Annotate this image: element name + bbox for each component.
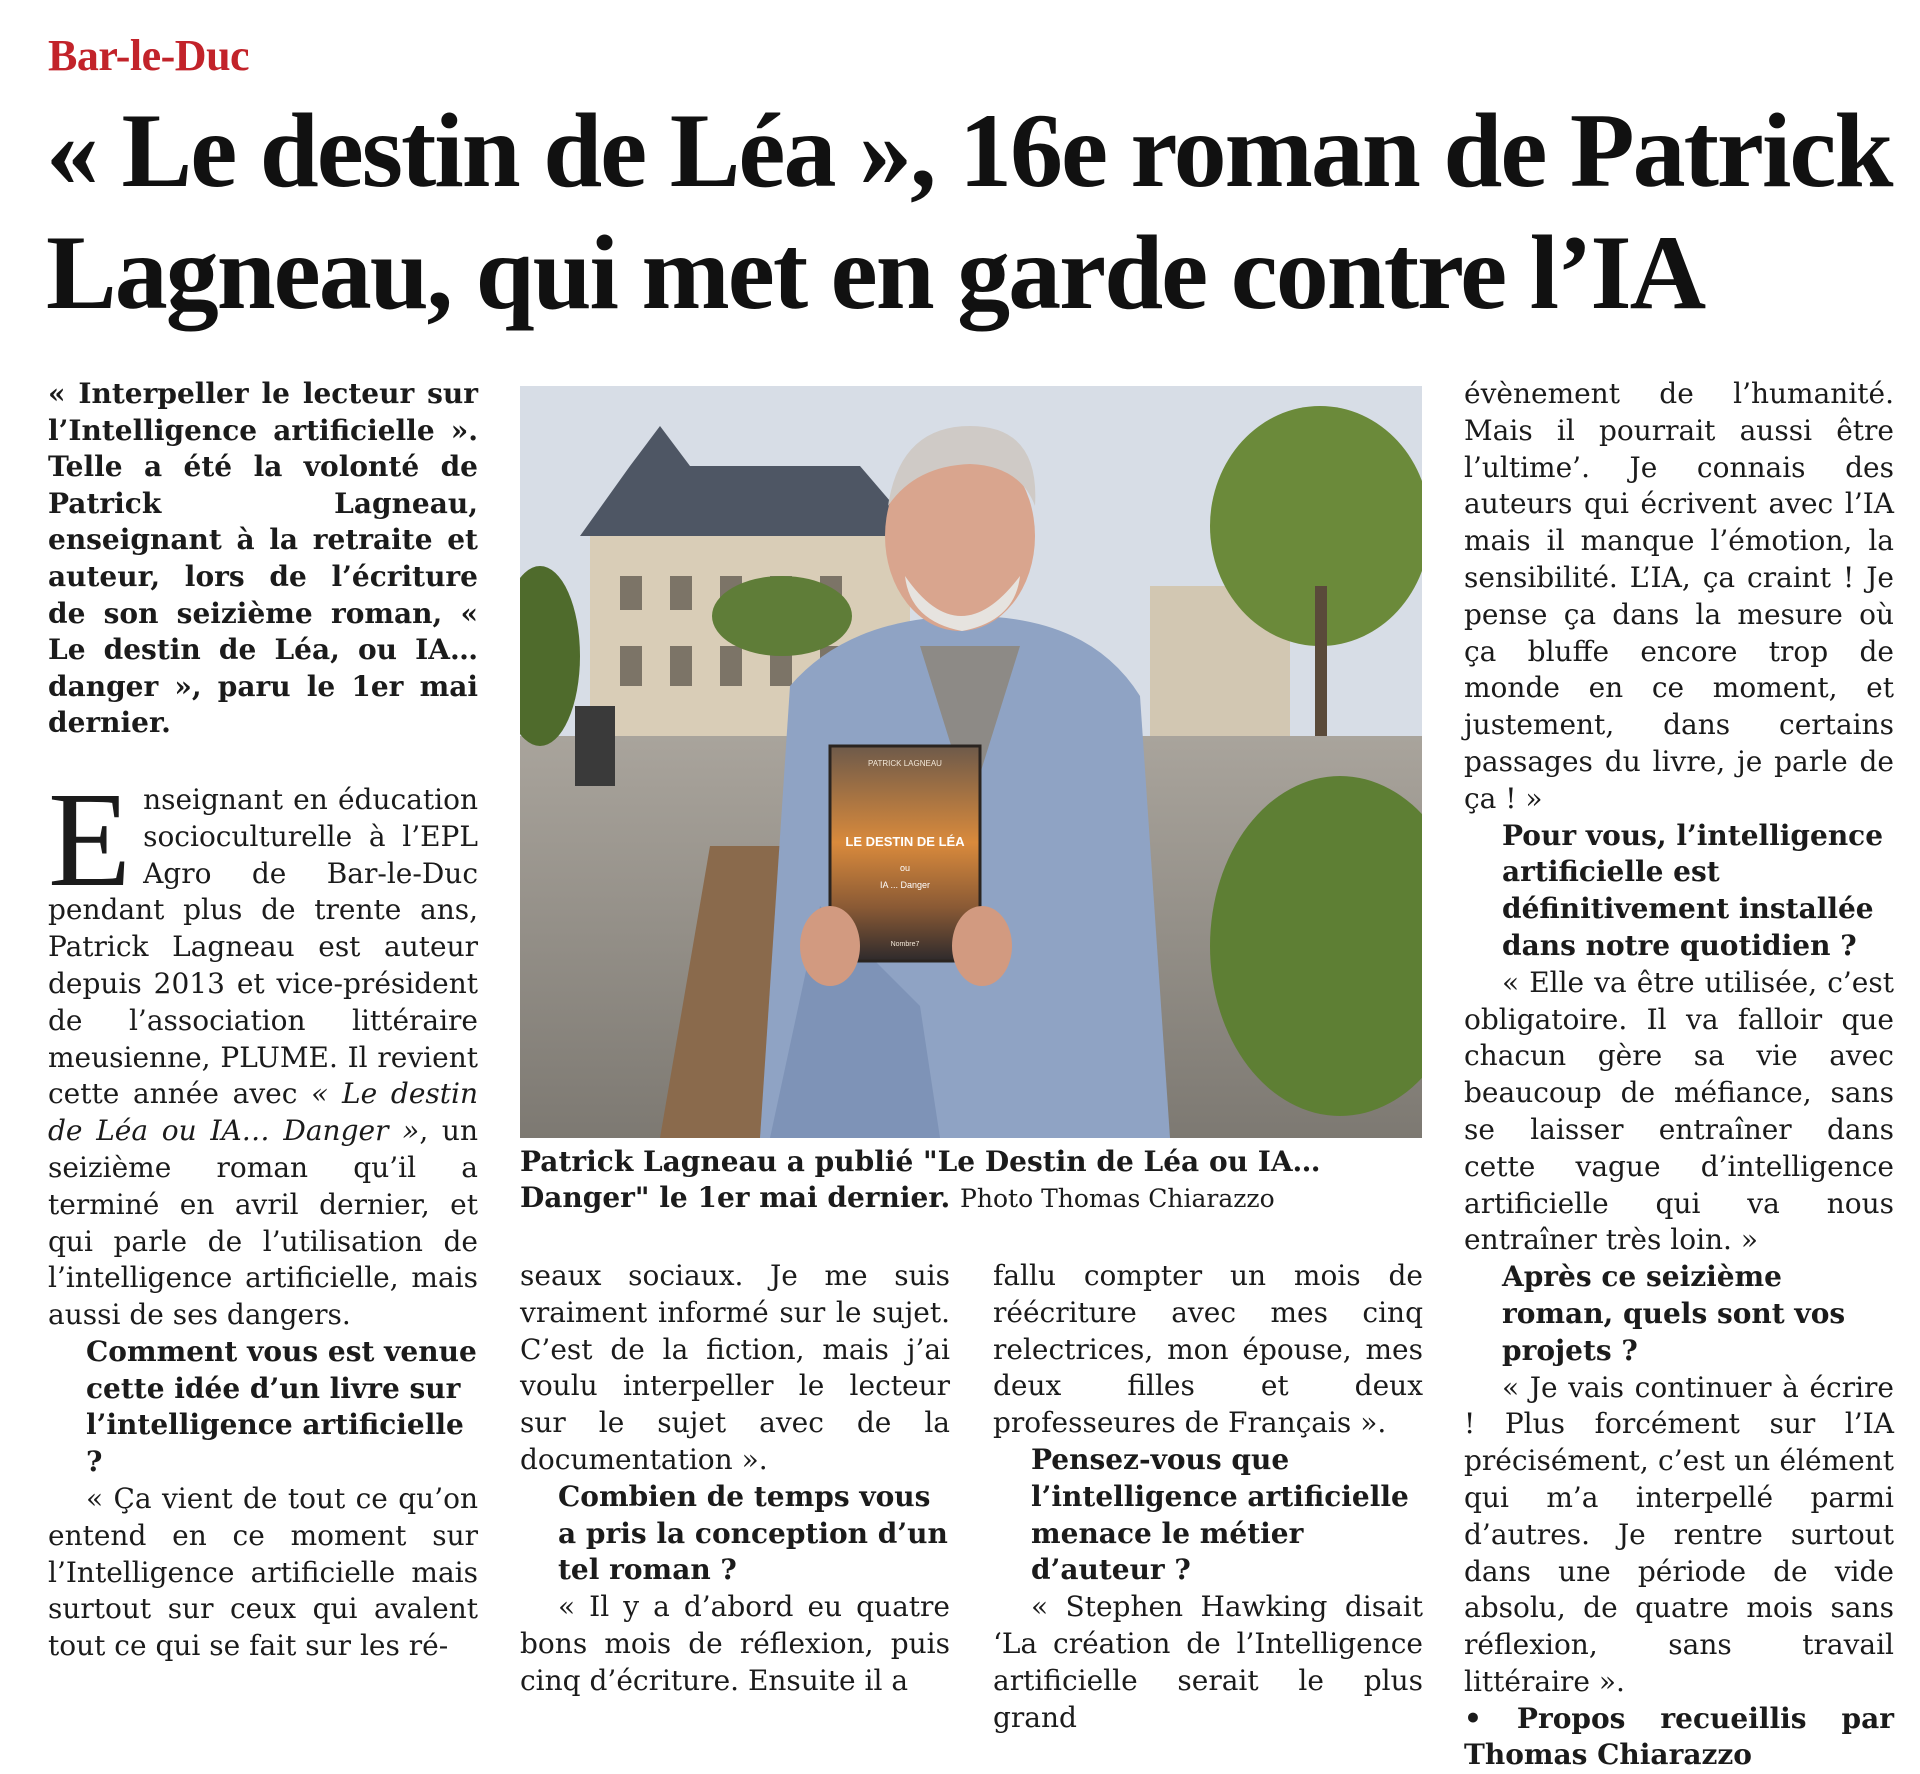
answer-4: « Elle va être utilisée, c’est obligatoire. Il va falloir que chacun gère sa vie avec beaucoup de méfiance, sans se laisser entraîner dans cette vague d’intelligence artificielle qui va nous entraîner très loin. » <box>1464 965 1894 1257</box>
article-column-2 <box>520 1258 950 1700</box>
question-4: Pour vous, l’intelligence artificielle est définitivement installée dans notre quotidien ? <box>1502 818 1884 962</box>
book-subtitle-text: IA ... Danger <box>879 880 931 890</box>
article-column-4 <box>1464 376 1894 1774</box>
intro-text-before: nseignant en éducation socioculturelle à l’EPL Agro de Bar-le-Duc pendant plus de trente ans, Patrick Lagneau est auteur depuis 2013 et vice-président de l’association littéraire meusienne, PLUME. Il revient cette année avec <box>48 782 478 1111</box>
headline-line-1: « Le destin de Léa », 16e roman de Patrick <box>46 92 1892 209</box>
photo-illustration <box>520 386 1422 1138</box>
tree-trunk <box>1315 586 1327 736</box>
book-publisher-text: Nombre7 <box>890 941 920 948</box>
answer-1-part-2: seaux sociaux. Je me suis vraiment informé sur le sujet. C’est de la fiction, mais j’ai voulu interpeller le lecteur sur le sujet avec de la documentation ». <box>520 1259 950 1476</box>
palm-tree <box>712 576 852 656</box>
book-author-text: PATRICK LAGNEAU <box>868 759 942 768</box>
book-title-mention: « Le destin de Léa ou IA… Danger » <box>48 1077 478 1148</box>
photo-caption-text: Patrick Lagneau a publié "Le Destin de Léa ou IA… Danger" le 1er mai dernier. <box>520 1145 1321 1214</box>
right-hand <box>952 906 1012 986</box>
book-ou-text: ou <box>899 863 911 873</box>
interview-credit: • Propos recueillis par Thomas Chiarazzo <box>1464 1701 1894 1772</box>
question-1: Comment vous est venue cette idée d’un livre sur l’intelligence artificielle ? <box>86 1334 477 1479</box>
question-3: Pensez-vous que l’intelligence artificielle menace le métier d’auteur ? <box>1031 1442 1409 1587</box>
question-5: Après ce seizième roman, quels sont vos projets ? <box>1502 1260 1846 1367</box>
answer-2-part-1: « Il y a d’abord eu quatre bons mois de réflexion, puis cinq d’écriture. Ensuite il a <box>520 1590 950 1697</box>
answer-1-part-1: « Ça vient de tout ce qu’on entend en ce moment sur l’Intelligence artificielle mais surtout sur ceux qui avalent tout ce qui se fait sur les ré- <box>48 1482 478 1663</box>
section-kicker: Bar-le-Duc <box>48 31 250 80</box>
intro-text-after: , un seizième roman qu’il a terminé en avril dernier, et qui parle de l’utilisation de l’intelligence artificielle, mais aussi de ses dangers. <box>48 1114 478 1332</box>
answer-5: « Je vais continuer à écrire ! Plus forcément sur l’IA précisément, c’est un élément qui m’a interpellé parmi d’autres. Je rentre surtout dans une période de vide absolu, de quatre mois sans réflexion, sans travail littéraire ». <box>1464 1370 1894 1698</box>
trash-bin <box>575 706 615 786</box>
answer-2-part-2: fallu compter un mois de réécriture avec mes cinq relectrices, mon épouse, mes deux filles et deux professeures de Français ». <box>993 1259 1423 1440</box>
question-2: Combien de temps vous a pris la conception d’un tel roman ? <box>558 1479 948 1587</box>
answer-3-part-1: « Stephen Hawking disait ‘La création de l’Intelligence artificielle serait le plus grand <box>993 1590 1423 1734</box>
headline-line-2: Lagneau, qui met en garde contre l’IA <box>46 214 1705 331</box>
photo-caption <box>520 1144 1430 1217</box>
headline <box>46 90 1896 334</box>
drop-cap: E <box>48 764 132 915</box>
article-column-3 <box>993 1258 1423 1736</box>
article-photo <box>520 386 1422 1138</box>
photo-credit: Photo Thomas Chiarazzo <box>960 1184 1275 1213</box>
intro-paragraph <box>48 764 478 1334</box>
left-hand <box>800 906 860 986</box>
book-title-text: LE DESTIN DE LÉA <box>845 834 965 849</box>
lead-paragraph: « Interpeller le lecteur sur l’Intelligence artificielle ». Telle a été la volonté de Patrick Lagneau, enseignant à la retraite et auteur, lors de l’écriture de son seizième roman, « Le destin de Léa, ou IA… danger », paru le 1er mai dernier. <box>48 377 478 740</box>
article-column-1 <box>48 376 478 1665</box>
answer-3-part-2: évènement de l’humanité. Mais il pourrait aussi être l’ultime’. Je connais des auteurs qui écrivent avec l’IA mais il manque l’émotion, la sensibilité. L’IA, ça craint ! Je pense ça dans la mesure où ça bluffe encore trop de monde en ce moment, et justement, dans certains passages du livre, je parle de ça ! » <box>1464 377 1894 815</box>
